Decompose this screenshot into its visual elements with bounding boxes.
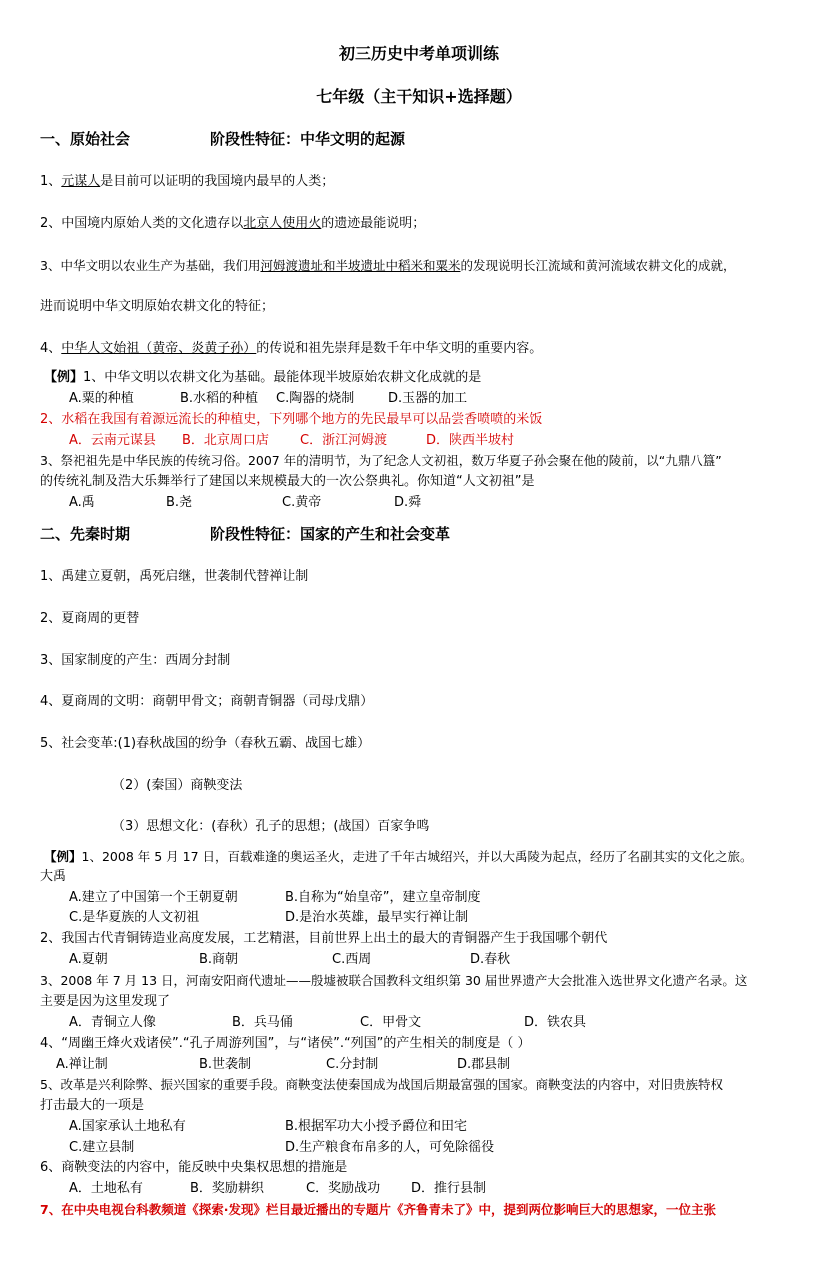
s2-ex2-opt-d: D.春秋 bbox=[470, 952, 511, 967]
s1-ex1-opt-d: D.玉器的加工 bbox=[388, 391, 468, 406]
s1-p4-c: 的传说和祖先崇拜是数千年中华文明的重要内容。 bbox=[256, 341, 543, 356]
s1-ex2-opt-d: D．陕西半坡村 bbox=[426, 433, 515, 448]
s2-ex3-opt-c: C．甲骨文 bbox=[360, 1015, 422, 1030]
s2-point-5-2: （2）(秦国）商鞅变法 bbox=[112, 778, 243, 793]
s2-ex2-opt-c: C.西周 bbox=[332, 952, 372, 967]
s1-point-3-cont: 进而说明中华文明原始农耕文化的特征； bbox=[40, 299, 275, 314]
s2-ex4-opt-b: B.世袭制 bbox=[199, 1057, 252, 1072]
s2-example-3: 3、2008 年 7 月 13 日，河南安阳商代遗址——殷墟被联合国教科文组织第 30 届世界遗产大会批准入选世界文化遗产名录。这 bbox=[40, 973, 748, 988]
s2-example-3-cont: 主要是因为这里发现了 bbox=[40, 994, 171, 1009]
page-title: 初三历史中考单项训练 bbox=[338, 44, 499, 63]
s1-ex2-opt-c: C．浙江河姆渡 bbox=[300, 433, 388, 448]
s2-point-2: 2、夏商周的更替 bbox=[40, 611, 140, 626]
s1-point-2 bbox=[40, 216, 425, 232]
s2-example-1 bbox=[44, 849, 753, 865]
s2-example-2: 2、我国古代青铜铸造业高度发展，工艺精湛，目前世界上出土的最大的青铜器产生于我国哪个朝代 bbox=[40, 931, 608, 946]
section-2-feature: 阶段性特征：国家的产生和社会变革 bbox=[210, 525, 451, 543]
s2-example-5-cont: 打击最大的一项是 bbox=[40, 1098, 145, 1113]
page-subtitle: 七年级（主干知识+选择题） bbox=[316, 87, 522, 106]
s1-ex3-opt-c: C.黄帝 bbox=[282, 495, 322, 510]
s1-ex3-opt-b: B.尧 bbox=[166, 495, 193, 510]
s2-ex5-opt-d: D.生产粮食布帛多的人，可免除徭役 bbox=[285, 1140, 495, 1155]
s1-point-3 bbox=[40, 258, 736, 274]
s2-ex3-opt-a: A．青铜立人像 bbox=[69, 1015, 156, 1030]
s1-p1-c: 是目前可以证明的我国境内最早的人类； bbox=[100, 174, 335, 189]
s2-ex1-opt-b: B.自称为“始皇帝”，建立皇帝制度 bbox=[285, 890, 481, 905]
s2-ex2-opt-a: A.夏朝 bbox=[69, 952, 108, 967]
s1-example-2: 2、水稻在我国有着源远流长的种植史，下列哪个地方的先民最早可以品尝香喷喷的米饭 bbox=[40, 412, 543, 427]
s2-ex3-opt-d: D．铁农具 bbox=[524, 1015, 587, 1030]
s2-ex1-opt-c: C.是华夏族的人文初祖 bbox=[69, 910, 200, 925]
s2-ex4-opt-a: A.禅让制 bbox=[56, 1057, 108, 1072]
s1-ex1-opt-a: A.粟的种植 bbox=[69, 391, 134, 406]
s2-ex1-opt-a: A.建立了中国第一个王朝夏朝 bbox=[69, 890, 238, 905]
s1-p4-a: 4、 bbox=[40, 341, 62, 356]
s1-ex1-opt-c: C.陶器的烧制 bbox=[276, 391, 355, 406]
s2-ex2-opt-b: B.商朝 bbox=[199, 952, 239, 967]
s1-ex3-opt-a: A.禹 bbox=[69, 495, 95, 510]
s1-point-4 bbox=[40, 341, 542, 357]
s2-example-4: 4、“周幽王烽火戏诸侯”.“孔子周游列国”，与“诸侯”.“列国”的产生相关的制度是（ ） bbox=[40, 1036, 531, 1051]
s2-ex6-opt-c: C．奖励战功 bbox=[306, 1181, 381, 1196]
s2-ex4-opt-d: D.郡县制 bbox=[457, 1057, 511, 1072]
s1-example-1 bbox=[44, 370, 481, 386]
section-1-heading: 一、原始社会 bbox=[40, 130, 131, 148]
s1-p1-b: 元谋人 bbox=[61, 174, 101, 189]
s1-point-1 bbox=[40, 174, 334, 190]
s1-example-3-cont: 的传统礼制及浩大乐舞举行了建国以来规模最大的一次公祭典礼。你知道“人文初祖”是 bbox=[40, 474, 535, 489]
s1-example-3: 3、祭祀祖先是中华民族的传统习俗。2007 年的清明节，为了纪念人文初祖，数万华夏子孙会聚在他的陵前，以“九鼎八簋” bbox=[40, 453, 722, 468]
example-tag: 【例】 bbox=[44, 849, 82, 864]
s2-ex4-opt-c: C.分封制 bbox=[326, 1057, 379, 1072]
s2-point-3: 3、国家制度的产生：西周分封制 bbox=[40, 653, 231, 668]
s2-example-6: 6、商鞅变法的内容中，能反映中央集权思想的措施是 bbox=[40, 1160, 348, 1175]
s2-ex1-text: 1、2008 年 5 月 17 日，百载难逢的奥运圣火，走进了千年古城绍兴，并以大禹陵为起点，经历了名副其实的文化之旅。 bbox=[81, 849, 753, 864]
example-tag: 【例】 bbox=[44, 370, 84, 385]
s2-point-5: 5、社会变革:(1)春秋战国的纷争（春秋五霸、战国七雄） bbox=[40, 736, 371, 751]
s1-p3-b: 河姆渡遗址和半坡遗址中稻米和粟米 bbox=[260, 258, 461, 273]
s2-point-4: 4、夏商周的文明：商朝甲骨文；商朝青铜器（司母戊鼎） bbox=[40, 694, 374, 709]
s2-ex6-opt-a: A．土地私有 bbox=[69, 1181, 143, 1196]
s1-p3-c: 的发现说明长江流域和黄河流域农耕文化的成就， bbox=[460, 258, 736, 273]
s1-p2-b: 北京人使用火 bbox=[243, 216, 322, 231]
s2-point-1: 1、禹建立夏朝，禹死启继，世袭制代替禅让制 bbox=[40, 569, 309, 584]
s1-ex2-opt-a: A．云南元谋县 bbox=[69, 433, 156, 448]
s2-ex5-opt-c: C.建立县制 bbox=[69, 1140, 135, 1155]
s2-example-5: 5、改革是兴利除弊、振兴国家的重要手段。商鞅变法使秦国成为战国后期最富强的国家。商鞅变法的内容中，对旧贵族特权 bbox=[40, 1077, 723, 1092]
s2-ex1-opt-d: D.是治水英雄，最早实行禅让制 bbox=[285, 910, 469, 925]
s2-example-1-cont: 大禹 bbox=[40, 869, 67, 884]
s2-ex5-opt-a: A.国家承认土地私有 bbox=[69, 1119, 186, 1134]
s1-p3-a: 3、中华文明以农业生产为基础，我们用 bbox=[40, 258, 261, 273]
s1-ex1-opt-b: B.水稻的种植 bbox=[180, 391, 259, 406]
s2-ex5-opt-b: B.根据军功大小授予爵位和田宅 bbox=[285, 1119, 468, 1134]
s2-ex3-opt-b: B．兵马俑 bbox=[232, 1015, 293, 1030]
s1-ex3-opt-d: D.舜 bbox=[394, 495, 422, 510]
section-2-heading: 二、先秦时期 bbox=[40, 525, 131, 543]
section-1-feature: 阶段性特征：中华文明的起源 bbox=[210, 130, 406, 148]
s1-p4-b: 中华人文始祖（黄帝、炎黄子孙） bbox=[61, 341, 257, 356]
s1-p2-c: 的遗迹最能说明； bbox=[321, 216, 426, 231]
s1-ex2-opt-b: B．北京周口店 bbox=[182, 433, 269, 448]
s2-example-7: 7、在中央电视台科教频道《探索·发现》栏目最近播出的专题片《齐鲁青未了》中，提到两位影响巨大的思想家，一位主张 bbox=[40, 1202, 716, 1217]
s1-p2-a: 2、中国境内原始人类的文化遗存以 bbox=[40, 216, 244, 231]
s1-p1-a: 1、 bbox=[40, 174, 62, 189]
s2-point-5-3: （3）思想文化：(春秋）孔子的思想；(战国）百家争鸣 bbox=[112, 819, 430, 834]
s1-ex1-text: 1、中华文明以农耕文化为基础。最能体现半坡原始农耕文化成就的是 bbox=[83, 370, 482, 385]
s2-ex6-opt-d: D．推行县制 bbox=[411, 1181, 487, 1196]
s2-ex6-opt-b: B．奖励耕织 bbox=[190, 1181, 264, 1196]
